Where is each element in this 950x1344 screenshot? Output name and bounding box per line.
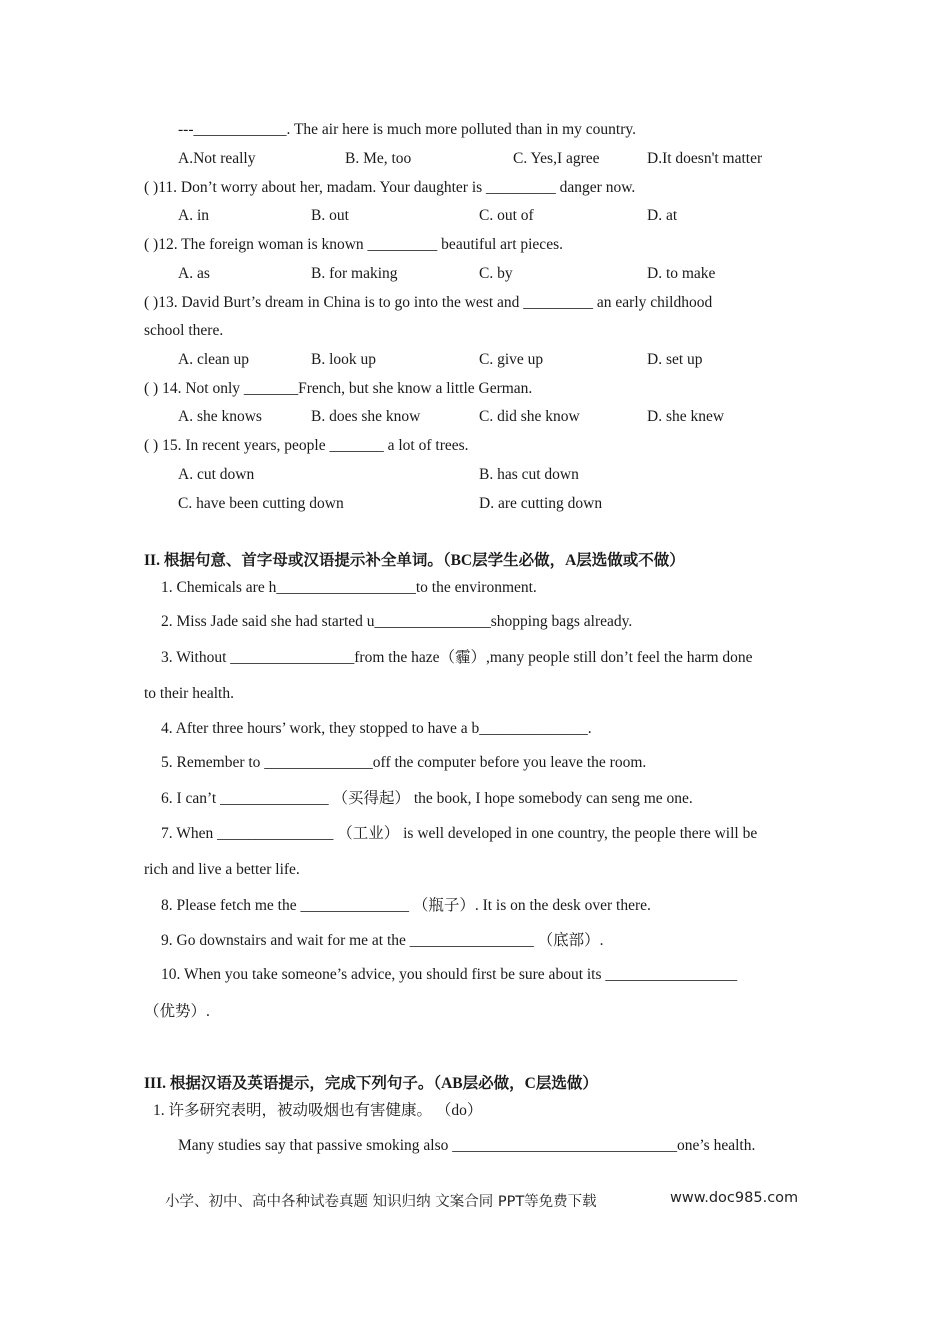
section-2-heading: II. 根据句意、首字母或汉语提示补全单词。（BC层学生必做，A层选做或不做） [144,552,685,569]
footer-text: 小学、初中、高中各种试卷真题 知识归纳 文案合同 PPT等免费下载 [165,1194,597,1210]
option-d: D. set up [647,351,703,368]
option-a: A. she knows [178,408,262,425]
option-d: D. to make [647,265,716,282]
fill-item-2: 2. Miss Jade said she had started u_______________shopping bags already. [161,613,633,630]
fill-item-3: 3. Without ________________from the haze（霾）,many people still don’t feel the harm done [161,649,753,666]
fill-item-3-cont: to their health. [144,685,234,702]
option-c: C. out of [479,207,534,224]
option-d: D.It doesn't matter [647,150,763,167]
option-b: B. does she know [311,408,421,425]
q13-text-line1: ( )13. David Burt’s dream in China is to go into the west and _________ an early childhood [144,294,713,311]
fill-item-10: 10. When you take someone’s advice, you should first be sure about its _________________ [161,966,738,983]
option-d: D. are cutting down [479,495,603,512]
q13-text-line2: school there. [144,322,224,339]
q14-text: ( ) 14. Not only _______French, but she know a little German. [144,380,533,397]
option-a: A. as [178,265,210,282]
fill-item-10-cont: （优势）. [144,1003,210,1020]
translate-item-1-cn: 1. 许多研究表明，被动吸烟也有害健康。 （do） [153,1102,483,1119]
option-b: B. out [311,207,349,224]
fill-item-7: 7. When _______________ （工业） is well developed in one country, the people there will be [161,825,758,842]
q15-text: ( ) 15. In recent years, people _______ a lot of trees. [144,437,469,454]
fill-item-6: 6. I can’t ______________ （买得起） the book, I hope somebody can seng me one. [161,790,693,807]
option-c: C. have been cutting down [178,495,344,512]
option-c: C. give up [479,351,544,368]
option-d: D. at [647,207,678,224]
option-d: D. she knew [647,408,725,425]
fill-item-9: 9. Go downstairs and wait for me at the ________________ （底部）. [161,932,604,949]
q12-text: ( )12. The foreign woman is known _________ beautiful art pieces. [144,236,563,253]
option-b: B. for making [311,265,398,282]
option-a: A. clean up [178,351,250,368]
fill-item-7-cont: rich and live a better life. [144,861,300,878]
footer-url[interactable]: www.doc985.com [670,1190,799,1206]
q11-text: ( )11. Don’t worry about her, madam. Your daughter is _________ danger now. [144,179,636,196]
page-footer [165,1190,805,1211]
option-b: B. look up [311,351,377,368]
fill-item-8: 8. Please fetch me the ______________ （瓶子）. It is on the desk over there. [161,897,651,914]
fill-item-1: 1. Chemicals are h__________________to the environment. [161,579,537,596]
option-b: B. has cut down [479,466,579,483]
option-a: A.Not really [178,150,256,167]
option-a: A. cut down [178,466,255,483]
option-c: C. did she know [479,408,580,425]
fill-item-4: 4. After three hours’ work, they stopped to have a b______________. [161,720,592,737]
section-3-heading: III. 根据汉语及英语提示，完成下列句子。（AB层必做，C层选做） [144,1075,598,1092]
translate-item-1-en: Many studies say that passive smoking also _____________________________one’s health. [178,1137,756,1154]
option-c: C. Yes,I agree [513,150,600,167]
q10-tail: ---____________. The air here is much more polluted than in my country. [178,121,637,138]
option-a: A. in [178,207,209,224]
option-c: C. by [479,265,513,282]
fill-item-5: 5. Remember to ______________off the computer before you leave the room. [161,754,647,771]
option-b: B. Me, too [345,150,412,167]
